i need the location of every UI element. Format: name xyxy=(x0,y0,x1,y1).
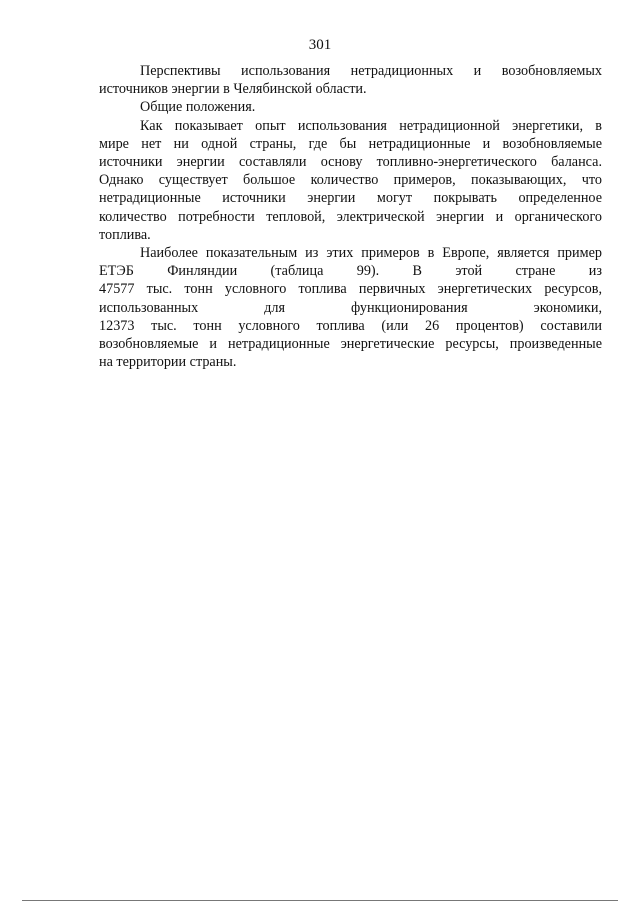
text-line: количество потребности тепловой, электрической энергии и органического xyxy=(99,208,602,225)
text-line: возобновляемые и нетрадиционные энергетические ресурсы, произведенные xyxy=(99,336,602,353)
text-line: Перспективы использования нетрадиционных и возобновляемых xyxy=(140,63,602,79)
page-bottom-edge xyxy=(22,900,618,901)
paragraph-body xyxy=(99,244,602,371)
text-line: топлива. xyxy=(99,226,151,243)
paragraph-body xyxy=(99,117,602,244)
text-line: Как показывает опыт использования нетрадиционной энергетики, в xyxy=(140,117,602,134)
text-line: использованных для функционирования экономики, xyxy=(99,299,602,316)
page-number: 301 xyxy=(308,37,332,53)
text-line: ЕТЭБ Финляндии (таблица 99). В этой стране из xyxy=(99,263,602,280)
text-line: мире нет ни одной страны, где бы нетрадиционные и возобновляемые xyxy=(99,135,602,152)
document-body xyxy=(99,62,602,371)
text-line: источники энергии составляли основу топливно-энергетического баланса. xyxy=(99,154,602,171)
text-line: нетрадиционные источники энергии могут покрывать определенное xyxy=(99,190,602,207)
paragraph-subheading xyxy=(99,98,602,116)
paragraph-section-heading xyxy=(99,62,602,98)
text-line: 47577 тыс. тонн условного топлива первичных энергетических ресурсов, xyxy=(99,281,602,298)
text-line: на территории страны. xyxy=(99,354,237,371)
text-line: Наиболее показательным из этих примеров в Европе, является пример xyxy=(140,245,602,262)
text-line: 12373 тыс. тонн условного топлива (или 26 процентов) составили xyxy=(99,317,602,334)
text-line: источников энергии в Челябинской области. xyxy=(99,81,367,98)
text-line: Однако существует большое количество примеров, показывающих, что xyxy=(99,172,602,189)
text-line: Общие положения. xyxy=(140,99,256,116)
